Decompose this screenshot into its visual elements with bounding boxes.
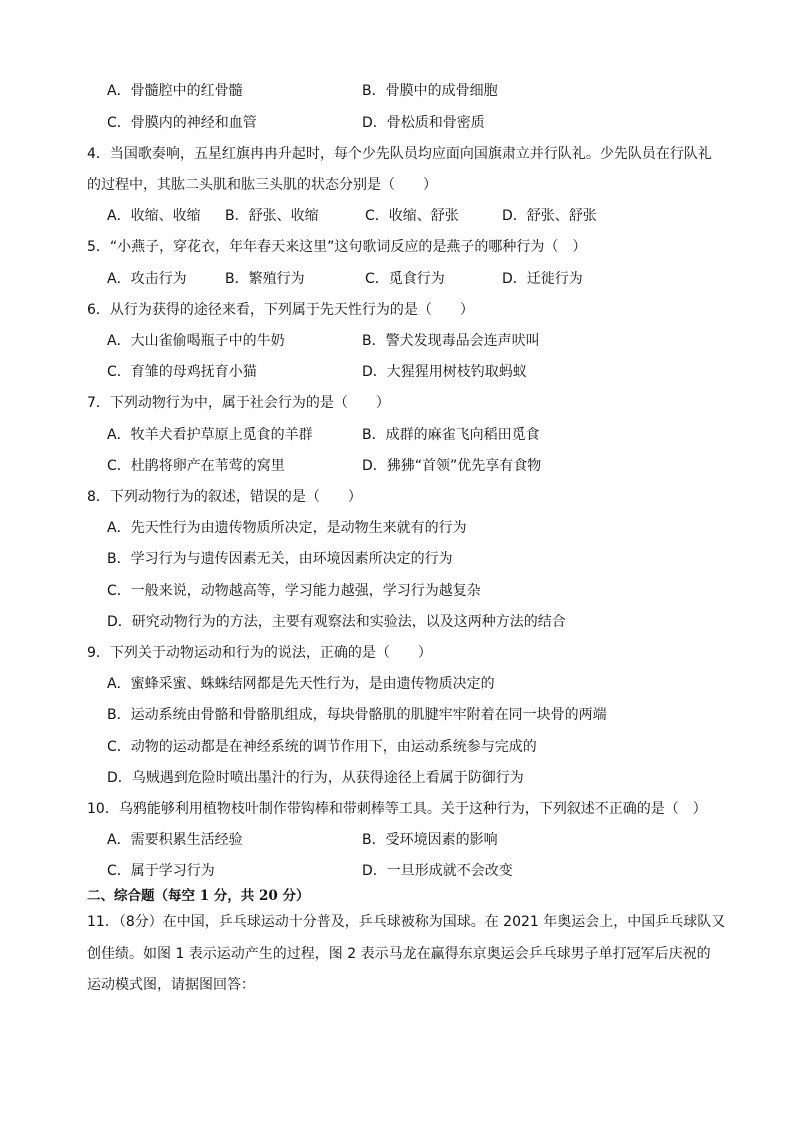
q7-option-b: B．成群的麻雀飞向稻田觅食 — [362, 427, 540, 443]
q10-option-c: C．属于学习行为 — [107, 863, 215, 879]
q11-line-1: 11．（8分）在中国，乒乓球运动十分普及，乒乓球被称为国球。在 2021 年奥运会上，中国乒乓球队又 — [87, 914, 726, 930]
q8-option-d: D．研究动物行为的方法，主要有观察法和实验法，以及这两种方法的结合 — [107, 614, 566, 630]
q3-option-d: D．骨松质和骨密质 — [362, 115, 485, 131]
q3-option-a: A．骨髓腔中的红骨髓 — [107, 83, 243, 99]
q6-stem: 6．从行为获得的途径来看，下列属于先天性行为的是（ ） — [87, 302, 474, 318]
q10-stem: 10．乌鸦能够利用植物枝叶制作带钩棒和带刺棒等工具。关于这种行为，下列叙述不正确的是（ ） — [87, 801, 707, 817]
section-heading — [87, 886, 309, 906]
q9-option-d: D．乌贼遇到危险时喷出墨汁的行为，从获得途径上看属于防御行为 — [107, 770, 524, 786]
q3-option-b: B．骨膜中的成骨细胞 — [362, 83, 498, 99]
section-score-note: （每空 1 分，共 20 分） — [154, 888, 310, 904]
q8-option-b: B．学习行为与遗传因素无关，由环境因素所决定的行为 — [107, 551, 453, 567]
q6-option-b: B．警犬发现毒品会连声吠叫 — [362, 333, 540, 349]
q6-option-a: A．大山雀偷喝瓶子中的牛奶 — [107, 333, 285, 349]
q9-option-a: A．蜜蜂采蜜、蛛蛛结网都是先天性行为，是由遗传物质决定的 — [107, 676, 495, 692]
q11-line-2: 创佳绩。如图 1 表示运动产生的过程，图 2 表示马龙在赢得东京奥运会乒乓球男子单打冠军后庆祝的 — [87, 946, 711, 962]
q10-option-d: D．一旦形成就不会改变 — [362, 863, 513, 879]
q9-option-c: C．动物的运动都是在神经系统的调节作用下，由运动系统参与完成的 — [107, 739, 537, 755]
q5-option-b: B．繁殖行为 — [225, 271, 305, 287]
q9-option-b: B．运动系统由骨骼和骨骼肌组成，每块骨骼肌的肌腱牢牢附着在同一块骨的两端 — [107, 707, 607, 723]
q11-line-3: 运动模式图，请据图回答： — [87, 977, 255, 993]
q8-option-c: C．一般来说，动物越高等，学习能力越强，学习行为越复杂 — [107, 583, 481, 599]
q3-option-c: C．骨膜内的神经和血管 — [107, 115, 257, 131]
q4-option-d: D．舒张、舒张 — [502, 208, 597, 224]
q9-stem: 9．下列关于动物运动和行为的说法，正确的是（ ） — [87, 645, 432, 661]
q10-option-b: B．受环境因素的影响 — [362, 832, 498, 848]
q5-stem: 5．“小燕子，穿花衣，年年春天来这里”这句歌词反应的是燕子的哪种行为（ ） — [87, 239, 587, 255]
q10-option-a: A．需要积累生活经验 — [107, 832, 243, 848]
q4-option-b: B．舒张、收缩 — [225, 208, 319, 224]
q6-option-d: D．大猩猩用树枝钓取蚂蚁 — [362, 364, 527, 380]
q7-stem: 7．下列动物行为中，属于社会行为的是（ ） — [87, 395, 390, 411]
q4-stem-line-2: 的过程中，其肱二头肌和肱三头肌的状态分别是（ ） — [87, 177, 437, 193]
q7-option-a: A．牧羊犬看护草原上觅食的羊群 — [107, 427, 313, 443]
q7-option-d: D．狒狒“首领”优先享有食物 — [362, 458, 542, 474]
q4-stem-line-1: 4．当国歌奏响，五星红旗冉冉升起时，每个少先队员均应面向国旗肃立并行队礼。少先队员在行队礼 — [87, 146, 712, 162]
q5-option-a: A．攻击行为 — [107, 271, 187, 287]
q5-option-d: D．迁徙行为 — [502, 271, 583, 287]
q7-option-c: C．杜鹃将卵产在苇莺的窝里 — [107, 458, 285, 474]
q4-option-c: C．收缩、舒张 — [365, 208, 459, 224]
q6-option-c: C．育雏的母鸡抚育小猫 — [107, 364, 257, 380]
q8-option-a: A．先天性行为由遗传物质所决定，是动物生来就有的行为 — [107, 520, 467, 536]
q8-stem: 8．下列动物行为的叙述，错误的是（ ） — [87, 489, 362, 505]
section-title: 二、综合题 — [87, 888, 155, 904]
q5-option-c: C．觅食行为 — [365, 271, 445, 287]
q4-option-a: A．收缩、收缩 — [107, 208, 201, 224]
